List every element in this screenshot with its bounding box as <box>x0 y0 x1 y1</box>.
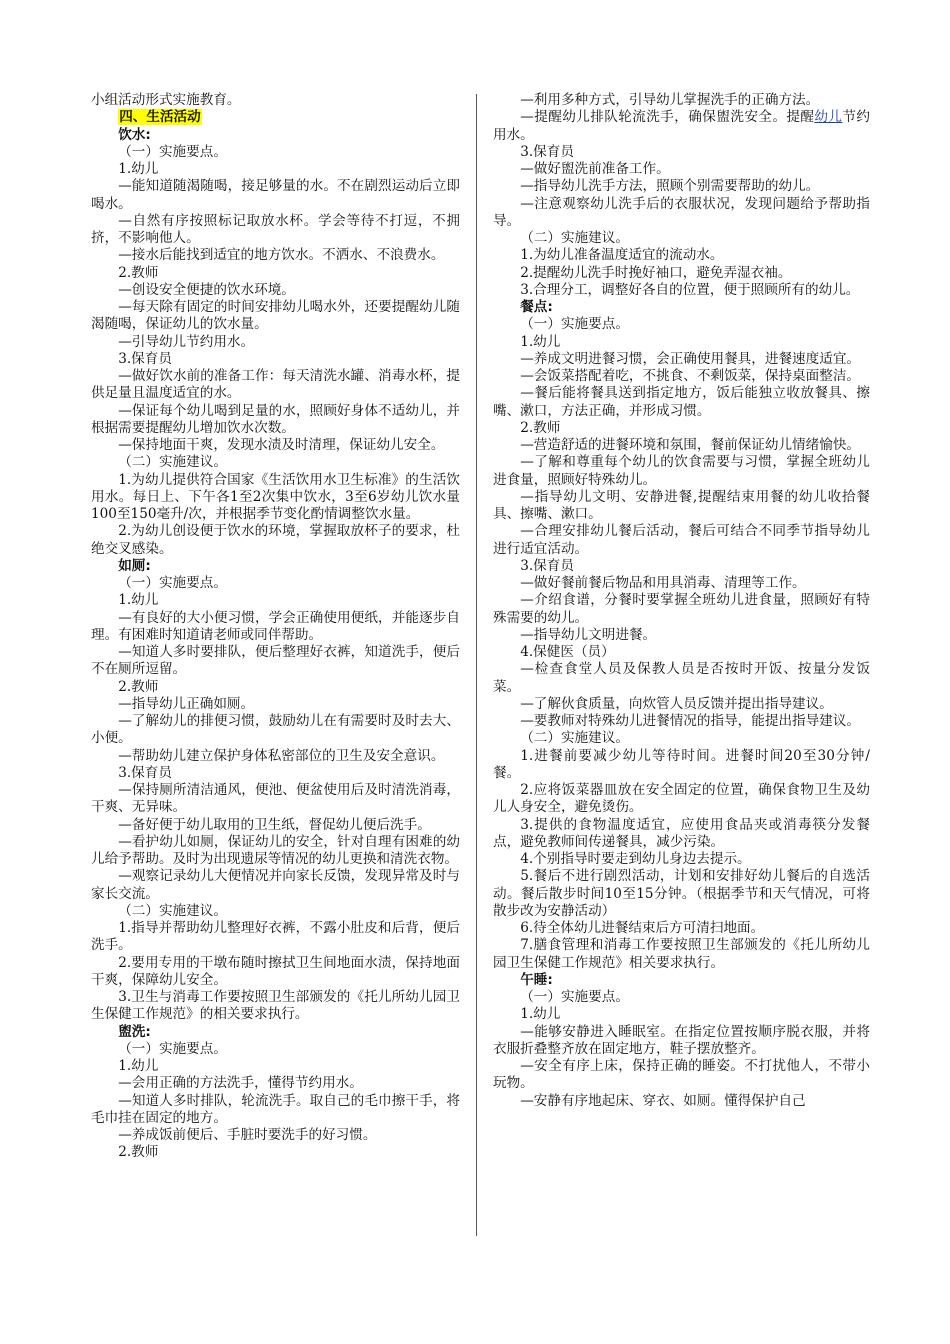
paragraph: 1.幼儿 <box>118 592 159 609</box>
paragraph: 4.保健医（员） <box>520 644 615 660</box>
paragraph: （一）实施要点。 <box>118 143 227 160</box>
paragraph: —注意观察幼儿洗手后的衣服状况，发现问题给予帮助指导。 <box>493 195 870 229</box>
paragraph: 1.幼儿 <box>520 1006 561 1023</box>
paragraph: —保持厕所清洁通风，便池、便盆使用后及时清洗消毒，干爽、无异味。 <box>91 782 460 816</box>
subsection-heading: 盥洗: <box>118 1023 151 1040</box>
paragraph: —指导幼儿文明进餐。 <box>520 626 657 643</box>
paragraph: —养成文明进餐习惯，会正确使用餐具，进餐速度适宜。 <box>520 350 861 367</box>
column-divider <box>476 94 477 1236</box>
paragraph: 1.幼儿 <box>118 161 159 177</box>
paragraph: 3.合理分工，调整好各自的位置，便于照顾所有的幼儿。 <box>520 281 860 298</box>
paragraph: —知道人多时要排队，便后整理好衣裤，知道洗手，便后不在厕所逗留。 <box>91 644 460 678</box>
paragraph: —合理安排幼儿餐后活动，餐后可结合不同季节指导幼儿进行适宜活动。 <box>493 523 870 557</box>
paragraph: 2.教师 <box>118 678 159 695</box>
hyperlink[interactable]: 幼儿 <box>814 109 843 126</box>
paragraph: 1.幼儿 <box>520 333 561 350</box>
paragraph: 5.餐后不进行剧烈活动，计划和安排好幼儿餐后的自选活动。餐后散步时间10至15分钟。（根据季节和天气情况，可将散步改为安静活动） <box>493 868 870 919</box>
paragraph: —了解幼儿的排便习惯，鼓励幼儿在有需要时及时去大、小便。 <box>91 713 460 747</box>
paragraph: —做好餐前餐后物品和用具消毒、清理等工作。 <box>520 575 806 591</box>
paragraph: —利用多种方式，引导幼儿掌握洗手的正确方法。 <box>520 92 820 108</box>
left-column <box>91 92 460 1162</box>
paragraph: 1.为幼儿提供符合国家《生活饮用水卫生标准》的生活饮用水。每日上、下午各1至2次集中饮水，3至6岁幼儿饮水量100至150毫升/次，并根据季节变化酌情调整饮水量。 <box>91 471 460 522</box>
paragraph: —保持地面干爽，发现水渍及时清理，保证幼儿安全。 <box>118 437 445 453</box>
paragraph: —餐后能将餐具送到指定地方，饭后能独立收放餐具、擦嘴、漱口，方法正确，并形成习惯。 <box>493 385 870 419</box>
subsection-heading: 餐点: <box>520 299 553 315</box>
paragraph: —引导幼儿节约用水。 <box>118 333 255 350</box>
paragraph: —会饭菜搭配着吃，不挑食、不剩饭菜，保持桌面整洁。 <box>520 368 861 384</box>
paragraph: 4.个别指导时要走到幼儿身边去提示。 <box>520 851 751 867</box>
paragraph: （二）实施建议。 <box>118 902 227 919</box>
paragraph: —了解伙食质量，向炊管人员反馈并提出指导建议。 <box>520 695 833 712</box>
paragraph: （一）实施要点。 <box>118 575 227 591</box>
paragraph: —了解和尊重每个幼儿的饮食需要与习惯，掌握全班幼儿进食量，照顾好特殊幼儿。 <box>493 454 870 488</box>
paragraph: —自然有序按照标记取放水杯。学会等待不打逗，不拥挤，不影响他人。 <box>91 212 460 246</box>
paragraph: —接水后能找到适宜的地方饮水。不洒水、不浪费水。 <box>118 247 445 264</box>
paragraph: —做好饮水前的准备工作：每天清洗水罐、消毒水杯，提供足量且温度适宜的水。 <box>91 368 460 402</box>
paragraph: 6.待全体幼儿进餐结束后方可清扫地面。 <box>520 920 765 936</box>
paragraph: —指导幼儿洗手方法，照顾个别需要帮助的幼儿。 <box>520 178 820 195</box>
paragraph: —介绍食谱，分餐时要掌握全班幼儿进食量，照顾好有特殊需要的幼儿。 <box>493 592 870 626</box>
paragraph: —检查食堂人员及保教人员是否按时开饭、按量分发饭菜。 <box>493 661 870 695</box>
paragraph: 3.保育员 <box>118 764 172 781</box>
paragraph: （一）实施要点。 <box>118 1040 227 1057</box>
paragraph: —要教师对特殊幼儿进餐情况的指导，能提出指导建议。 <box>520 713 861 729</box>
section-heading <box>91 109 460 126</box>
paragraph: 2.教师 <box>118 264 159 281</box>
paragraph: 2.应将饭菜器皿放在安全固定的位置，确保食物卫生及幼儿人身安全，避免烫伤。 <box>493 782 870 816</box>
right-column <box>493 92 870 1110</box>
paragraph: —做好盥洗前准备工作。 <box>520 161 670 177</box>
paragraph: 1.进餐前要减少幼儿等待时间。进餐时间20至30分钟/餐。 <box>493 747 870 781</box>
subsection-heading: 如厕: <box>118 557 151 574</box>
paragraph: 7.膳食管理和消毒工作要按照卫生部颁发的《托儿所幼儿园卫生保健工作规范》相关要求执行。 <box>493 937 870 971</box>
subsection-heading: 饮水: <box>118 126 151 143</box>
paragraph: 2.教师 <box>520 419 561 436</box>
paragraph: （一）实施要点。 <box>520 989 629 1005</box>
paragraph: —安静有序地起床、穿衣、如厕。懂得保护自己 <box>520 1092 806 1109</box>
paragraph: （一）实施要点。 <box>520 316 629 333</box>
paragraph: 2.为幼儿创设便于饮水的环境，掌握取放杯子的要求，杜绝交叉感染。 <box>91 523 460 557</box>
paragraph: 3.保育员 <box>118 350 172 367</box>
paragraph: 小组活动形式实施教育。 <box>91 92 241 108</box>
highlighted-heading: 四、生活活动 <box>119 109 201 126</box>
paragraph: —创设安全便捷的饮水环境。 <box>118 281 295 298</box>
paragraph: 3.提供的食物温度适宜，应使用食品夹或消毒筷分发餐点，避免教师间传递餐具，减少污染。 <box>493 816 870 850</box>
paragraph: 1.指导并帮助幼儿整理好衣裤，不露小肚皮和后背，便后洗手。 <box>91 920 460 954</box>
paragraph: —知道人多时排队，轮流洗手。取自己的毛巾擦干手，将毛巾挂在固定的地方。 <box>91 1092 460 1126</box>
paragraph: —每天除有固定的时间安排幼儿喝水外，还要提醒幼儿随渴随喝，保证幼儿的饮水量。 <box>91 299 460 333</box>
paragraph: 3.保育员 <box>520 557 574 574</box>
paragraph: —提醒幼儿排队轮流洗手，确保盥洗安全。提醒幼儿节约用水。 <box>493 109 871 143</box>
paragraph: —能够安静进入睡眠室。在指定位置按顺序脱衣服，并将衣服折叠整齐放在固定地方，鞋子摆放整齐。 <box>493 1023 870 1057</box>
paragraph: —会用正确的方法洗手，懂得节约用水。 <box>118 1075 363 1092</box>
paragraph: （二）实施建议。 <box>118 454 227 471</box>
paragraph: 3.保育员 <box>520 143 574 160</box>
paragraph: 1.幼儿 <box>118 1058 159 1074</box>
paragraph: —有良好的大小便习惯，学会正确使用便纸，并能逐步自理。有困难时知道请老师或同伴帮助。 <box>91 609 460 643</box>
paragraph: 2.提醒幼儿洗手时挽好袖口，避免弄湿衣袖。 <box>520 264 792 281</box>
paragraph: 2.教师 <box>118 1144 159 1161</box>
paragraph: —指导幼儿正确如厕。 <box>118 695 255 712</box>
paragraph: —帮助幼儿建立保护身体私密部位的卫生及安全意识。 <box>118 747 445 764</box>
paragraph: —安全有序上床，保持正确的睡姿。不打扰他人，不带小玩物。 <box>493 1058 870 1092</box>
paragraph: （二）实施建议。 <box>520 230 629 246</box>
paragraph: —备好便于幼儿取用的卫生纸，督促幼儿便后洗手。 <box>118 816 431 833</box>
paragraph: —保证每个幼儿喝到足量的水，照顾好身体不适幼儿，并根据需要提醒幼儿增加饮水次数。 <box>91 402 460 436</box>
paragraph: （二）实施建议。 <box>520 730 629 747</box>
paragraph: —观察记录幼儿大便情况并向家长反馈，发现异常及时与家长交流。 <box>91 868 460 902</box>
subsection-heading: 午睡: <box>520 971 553 988</box>
paragraph: —能知道随渴随喝，接足够量的水。不在剧烈运动后立即喝水。 <box>91 178 460 212</box>
paragraph: 2.要用专用的干墩布随时擦拭卫生间地面水渍，保持地面干爽，保障幼儿安全。 <box>91 954 460 988</box>
paragraph: 3.卫生与消毒工作要按照卫生部颁发的《托儿所幼儿园卫生保健工作规范》的相关要求执行。 <box>91 989 460 1023</box>
paragraph: —指导幼儿文明、安静进餐,提醒结束用餐的幼儿收拾餐具、擦嘴、漱口。 <box>493 488 870 522</box>
paragraph: —营造舒适的进餐环境和氛围，餐前保证幼儿情绪愉快。 <box>520 437 861 453</box>
paragraph: —看护幼儿如厕，保证幼儿的安全，针对自理有困难的幼儿给予帮助。及时为出现遗尿等情况的幼儿更换和清洗衣物。 <box>91 833 460 867</box>
paragraph: —养成饭前便后、手脏时要洗手的好习惯。 <box>118 1127 377 1143</box>
paragraph: 1.为幼儿准备温度适宜的流动水。 <box>520 247 724 264</box>
